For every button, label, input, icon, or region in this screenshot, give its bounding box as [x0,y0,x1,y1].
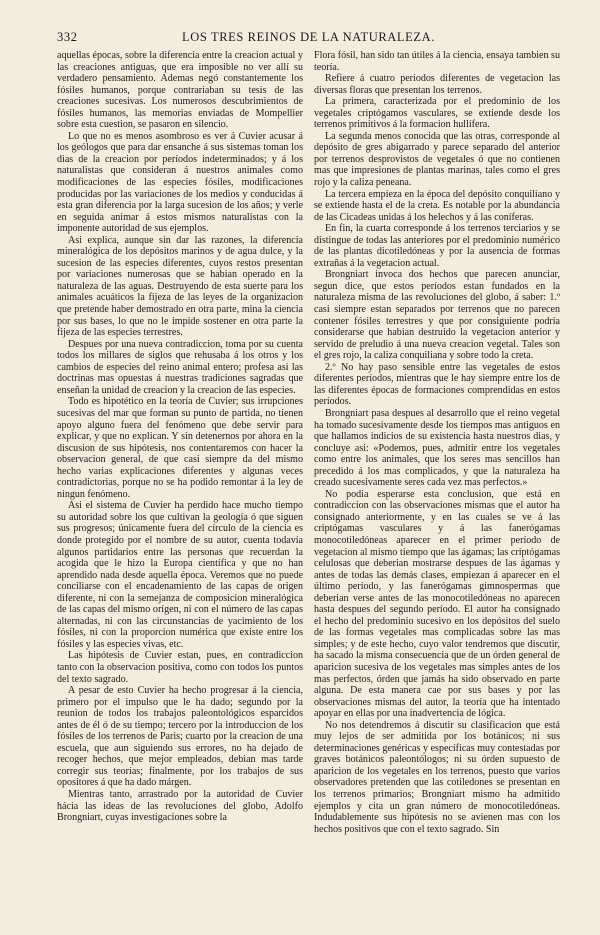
left-text-column [57,50,303,926]
paragraph: Brongniart pasa despues al desarrollo que el reino vegetal ha tomado sucesivamente desde los tiempos mas antiguos en que hallamos indicios de su existencia hasta nuestros dias, y concluye asi: «Podemos, pues, admitir entre los vegetales como entre los animales, que los seres mas sencillos han precedido á los mas complicados, y que la naturaleza ha creado sucesivamente seres cada vez mas perfectos.» [314,407,560,489]
paragraph: Despues por una nueva contradiccion, toma por su cuenta todos los millares de siglos que rehusaba á los otros y los cambios de especies del reino animal entero; profesa asi las doctrinas mas opuestas á nuestras tradiciones sagradas que enseñan la unidad de creacion y la creacion de las especies. [57,338,303,396]
paragraph: En fin, la cuarta corresponde á los terrenos terciarios y se distingue de todas las anteriores por el predominio numérico de las plantas dicotiledóneas y por la ausencia de formas extrañas á la vegetacion actual. [314,223,560,269]
paragraph: La tercera empieza en la época del depósito conquiliano y se extiende hasta el de la creta. Es notable por la abundancia de las Cicadeas unidas á los helechos y á las coníferas. [314,188,560,223]
paragraph: Brongniart invoca dos hechos que parecen anunciar, segun dice, que estos períodos estan fundados en la naturaleza misma de las revoluciones del globo, á saber: 1.º casi siempre estan separados por terrenos que no parecen contener fósiles terrestres y que por consiguiente podria considerarse que habian destruido la vegetacion anterior y servido de preludio á una nueva creacion vegetal. Tales son el gres rojo, la caliza conquiliana y sobre todo la creta. [314,269,560,362]
paragraph: La primera, caracterizada por el predominio de los vegetales criptógamos vasculares, se extiende desde los terrenos primitivos á la formacion hullífera. [314,96,560,131]
paragraph: Mientras tanto, arrastrado por la autoridad de Cuvier hácia las ideas de las revoluciones del globo, Adolfo Brongniart, cuyas investigaciones sobre la [57,789,303,824]
paragraph: 2.º No hay paso sensible entre las vegetales de estos diferentes períodos, mientras que le hay siempre entre los de las diferentes épocas de formaciones comprendidas en estos períodos. [314,361,560,408]
running-title: LOS TRES REINOS DE LA NATURALEZA. [182,30,435,44]
paragraph: Asi el sistema de Cuvier ha perdido hace mucho tiempo su autoridad sobre los que cultivan la geología ó que siguen sus progresos; únicamente fuera del círculo de la ciencia es donde protegido por el nombre de su autor, cuenta todavía algunos partidarios entre las personas que recuerdan la acogida que le hizo la Europa científica y que no han aprendido nada desde aquella época. Veremos que no puede conciliarse con el encadenamiento de las capas de origen diferente, ni con la semejanza de composicion mineralógica de las capas del mismo orígen, ni con el número de las capas alternadas, ni con las circunstancias de yacimiento de los fósiles, ni con la proporcion numérica que existe entre los fósiles y las especies vivas, etc. [57,500,303,650]
paragraph: Flora fósil, han sido tan útiles á la ciencia, ensaya tambien su teoría. [314,50,560,73]
paragraph: aquellas épocas, sobre la diferencia entre la creacion actual y las creaciones antiguas, que era imposible no ver allí su verdadero pensamiento. Ademas negó constantemente los fósiles humanos, porque contrariaban su tesis de las creaciones sucesivas. Los numerosos descubrimientos de fósiles humanos, las memorias enviadas de Mompellier sobre esta cuestion, se pasaron en silencio. [57,50,303,131]
paragraph: Refiere á cuatro períodos diferentes de vegetacion las diversas floras que presentan los terrenos. [314,73,560,96]
paragraph: Las hipótesis de Cuvier estan, pues, en contradiccion tanto con la observacion positiva, como con todos los puntos del texto sagrado. [57,650,303,685]
paragraph: La segunda menos conocida que las otras, corresponde al depósito de gres abigarrado y parece separado del anterior por terrenos desprovistos de vegetales ó que no contienen mas que impresiones de plantas marinas, tales como el gres rojo y la caliza peneana. [314,130,560,189]
paragraph: No nos detendremos á discutir su clasificacion que está muy lejos de ser admitida por los botánicos; ni sus determinaciones genéricas y específicas muy contestadas por graves botánicos paleontólogos; ni su órden supuesto de aparicion de los vegetales en los terrenos, puesto que varios observadores pretenden que las cotiledones se presentan en los terrenos primarios; Brongniart mismo ha admitido ejemplos y cita un gran número de monocotiledóneas. Indudablemente sus hipótesis no se avienen mas con los hechos positivos que con el texto sagrado. Sin [314,719,560,835]
right-text-column [314,50,560,926]
paragraph: A pesar de esto Cuvier ha hecho progresar á la ciencia, primero por el impulso que le ha dado; segundo por la reunion de todos los trabajos paleontológicos esparcidos antes de él ó de su tiempo; tercero por la introduccion de los fósiles de los terrenos de Paris; cuarto por la creacion de una escuela, que aun siguiendo sus errores, no ha dejado de recoger hechos, que mejor empleados, debian mas tarde corregir sus teorías; finalmente, por los trabajos de sus opositores á que ha dado márgen. [57,685,303,789]
paragraph: Lo que no es menos asombroso es ver á Cuvier acusar á los geólogos que para dar ensanche á sus sistemas toman los dias de la creacion por períodos indeterminados; y á los naturalistas que consideran á nuestros animales como modificaciones de las especies fósiles, modificaciones producidas por las variaciones de los medios y conducidas á esta gran diferencia por la larga sucesion de los años; y verle en seguida animar á estos mismos naturalistas con la imponente autoridad de sus ejemplos. [57,130,303,235]
page-header [57,30,560,46]
paragraph: Todo es hipotético en la teoría de Cuvier; sus irrupciones sucesivas del mar que forman su punto de partida, no tienen apoyo alguno fuera del fenómeno que debe servir para explicar, y que no explican. Y sin detenernos por ahora en la discusion de sus hipótesis, nos contentaremos con hacer la observacion general, de que casi siempre da del mismo hecho varias explicaciones diferentes y algunas veces contradictorias, porque no se ha podido remontar á la ley de ningun fenómeno. [57,396,303,500]
paragraph: No podia esperarse esta conclusion, que está en contradiccion con las observaciones mismas que el autor ha consignado anteriormente, y en las cuales se ve á las criptógamas vasculares y á las fanerógamas monocotiledóneas aparecer en el primer período de vegetacion al mismo tiempo que las ágamas; las criptógamas celulosas que deberian mostrarse despues de las ágamas y antes de todas las demás clases, empiezan á aparecer en el último período, y las fanerógamas gimnospermas que deberian verse antes de las monocotiledóneas no aparecen hasta despues del segundo período. El autor ha consignado el hecho del predominio sucesivo en los depósitos del suelo de las formas vegetales mas complicadas sobre las mas simples; y de este hecho, cuyo valor tendremos que discutir, ha sacado la misma consecuencia que de un órden general de aparicion sucesiva de los vegetales mas simples antes de los mas perfectos, órden que jamás ha sido observado en parte alguna. De esta manera cae por sus bases y por las observaciones mismas del autor, la teoría que ha intentado apoyar en ellas por una inadvertencia de lógica. [314,488,560,720]
paragraph: Asi explica, aunque sin dar las razones, la diferencia mineralógica de los depósitos marinos y de agua dulce, y la sucesion de las especies diferentes, cuyos restos presentan por variaciones numerosas que se habian operado en la naturaleza de las aguas. Destruyendo de esta suerte para los animales acuáticos la fijeza de las leyes de la organizacion que pretende haber demostrado en otra parte, mina la ciencia por sus bases, lo que no le impide sostener en otra parte la fijeza de las especies terrestres. [57,234,303,339]
page-number: 332 [57,30,78,44]
